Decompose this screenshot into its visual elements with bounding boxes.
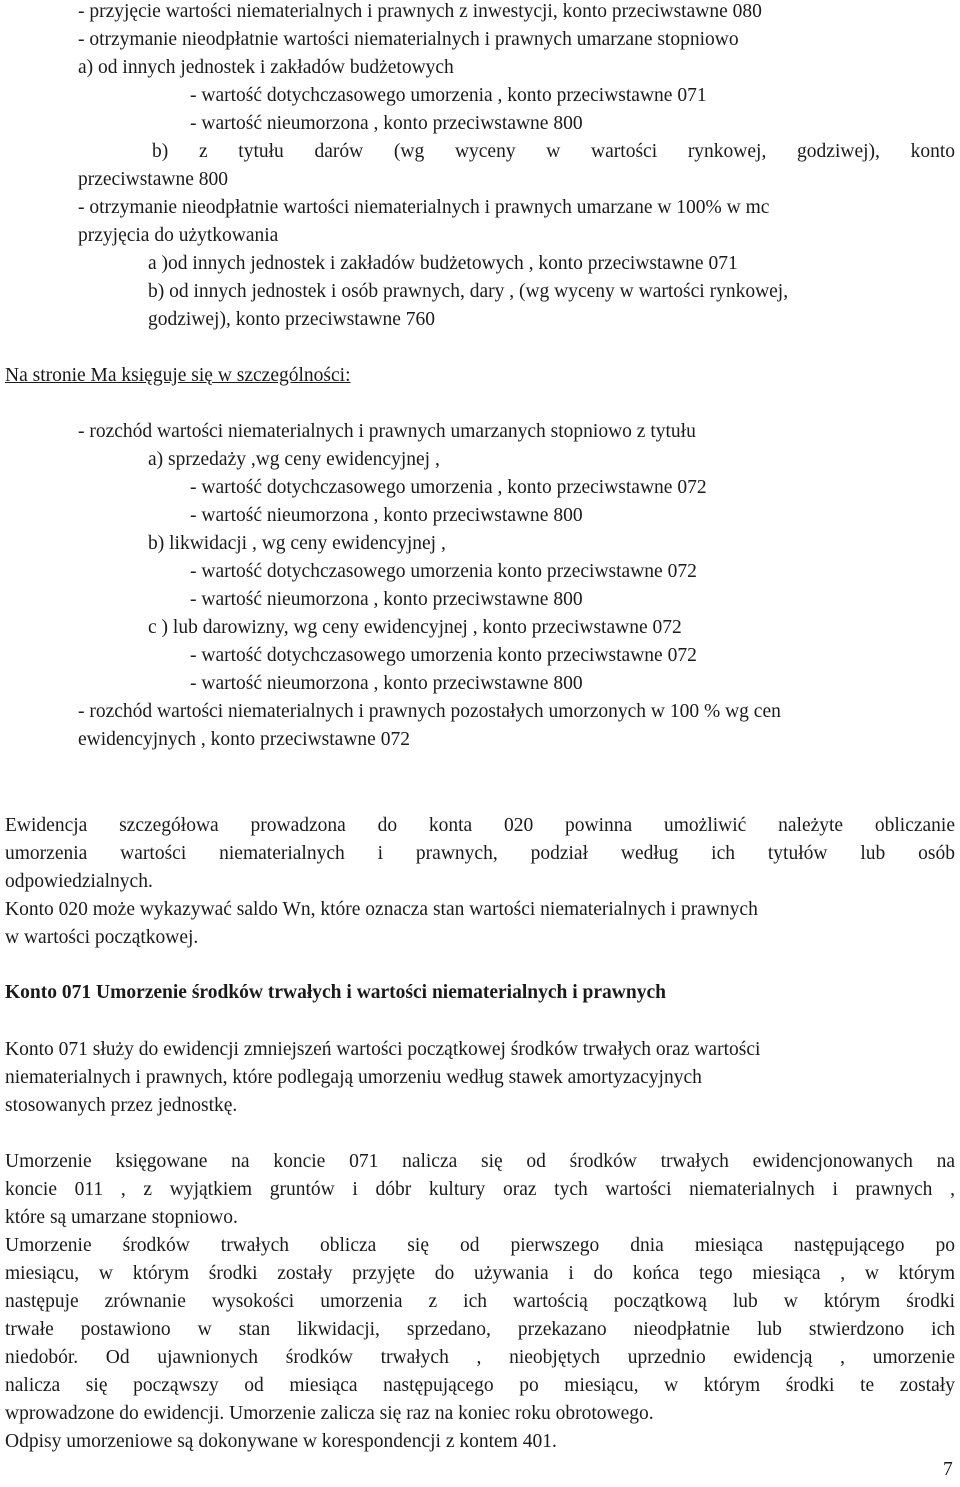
paragraph-line: nalicza się począwszy od miesiąca następującego po miesiącu, w którym środki te zostały xyxy=(5,1375,955,1396)
entry-line: - wartość nieumorzona , konto przeciwstawne 800 xyxy=(190,589,583,610)
entry-line: a) od innych jednostek i zakładów budżetowych xyxy=(78,57,454,78)
entry-line: - wartość dotychczasowego umorzenia konto przeciwstawne 072 xyxy=(190,561,697,582)
entry-line: godziwej), konto przeciwstawne 760 xyxy=(148,309,435,330)
paragraph-line: Konto 020 może wykazywać saldo Wn, które oznacza stan wartości niematerialnych i prawnych xyxy=(5,899,758,920)
entry-line: a )od innych jednostek i zakładów budżetowych , konto przeciwstawne 071 xyxy=(148,253,738,274)
paragraph-line: Ewidencja szczegółowa prowadzona do konta 020 powinna umożliwić należyte obliczanie xyxy=(5,815,955,836)
entry-line: - otrzymanie nieodpłatnie wartości niematerialnych i prawnych umarzane w 100% w mc xyxy=(78,197,770,218)
ma-side-heading: Na stronie Ma księguje się w szczególności: xyxy=(5,365,351,386)
paragraph-line: Konto 071 służy do ewidencji zmniejszeń wartości początkowej środków trwałych oraz wartości xyxy=(5,1039,761,1060)
page-number: 7 xyxy=(943,1459,953,1480)
entry-line: - wartość nieumorzona , konto przeciwstawne 800 xyxy=(190,113,583,134)
paragraph-line: miesiącu, w którym środki zostały przyjęte do używania i do końca tego miesiąca , w którym xyxy=(5,1263,955,1284)
entry-line: - wartość dotychczasowego umorzenia konto przeciwstawne 072 xyxy=(190,645,697,666)
entry-line: - wartość dotychczasowego umorzenia , konto przeciwstawne 072 xyxy=(190,477,707,498)
entry-line: c ) lub darowizny, wg ceny ewidencyjnej , konto przeciwstawne 072 xyxy=(148,617,682,638)
entry-line: - otrzymanie nieodpłatnie wartości niematerialnych i prawnych umarzane stopniowo xyxy=(78,29,739,50)
paragraph-line: niematerialnych i prawnych, które podlegają umorzeniu według stawek amortyzacyjnych xyxy=(5,1067,702,1088)
paragraph-line: następuje zrównanie wysokości umorzenia z ich wartością początkową lub w którym środki xyxy=(5,1291,955,1312)
section-heading: Konto 071 Umorzenie środków trwałych i wartości niematerialnych i prawnych xyxy=(5,982,666,1003)
entry-line: przyjęcia do użytkowania xyxy=(78,225,279,246)
entry-line: b) z tytułu darów (wg wyceny w wartości rynkowej, godziwej), konto xyxy=(152,141,955,162)
paragraph-line: trwałe postawiono w stan likwidacji, sprzedano, przekazano nieodpłatnie lub stwierdzono ich xyxy=(5,1319,955,1340)
paragraph-line: Odpisy umorzeniowe są dokonywane w korespondencji z kontem 401. xyxy=(5,1431,557,1452)
paragraph-line: w wartości początkowej. xyxy=(5,927,199,948)
entry-line: b) likwidacji , wg ceny ewidencyjnej , xyxy=(148,533,446,554)
paragraph-line: stosowanych przez jednostkę. xyxy=(5,1095,238,1116)
entry-line: ewidencyjnych , konto przeciwstawne 072 xyxy=(78,729,410,750)
entry-line: a) sprzedaży ,wg ceny ewidencyjnej , xyxy=(148,449,440,470)
entry-line: - wartość nieumorzona , konto przeciwstawne 800 xyxy=(190,673,583,694)
paragraph-line: Umorzenie środków trwałych oblicza się od pierwszego dnia miesiąca następującego po xyxy=(5,1235,955,1256)
paragraph-line: które są umarzane stopniowo. xyxy=(5,1207,238,1228)
paragraph-line: wprowadzone do ewidencji. Umorzenie zalicza się raz na koniec roku obrotowego. xyxy=(5,1403,654,1424)
paragraph-line: odpowiedzialnych. xyxy=(5,871,153,892)
entry-line: - wartość nieumorzona , konto przeciwstawne 800 xyxy=(190,505,583,526)
paragraph-line: niedobór. Od ujawnionych środków trwałych , nieobjętych uprzednio ewidencją , umorzenie xyxy=(5,1347,955,1368)
entry-line: - rozchód wartości niematerialnych i prawnych pozostałych umorzonych w 100 % wg cen xyxy=(78,701,781,722)
entry-line: - rozchód wartości niematerialnych i prawnych umarzanych stopniowo z tytułu xyxy=(78,421,696,442)
paragraph-line: Umorzenie księgowane na koncie 071 nalicza się od środków trwałych ewidencjonowanych na xyxy=(5,1151,955,1172)
paragraph-line: umorzenia wartości niematerialnych i prawnych, podział według ich tytułów lub osób xyxy=(5,843,955,864)
entry-line: b) od innych jednostek i osób prawnych, dary , (wg wyceny w wartości rynkowej, xyxy=(148,281,789,302)
entry-line: - wartość dotychczasowego umorzenia , konto przeciwstawne 071 xyxy=(190,85,707,106)
entry-line: przeciwstawne 800 xyxy=(78,169,228,190)
entry-line: - przyjęcie wartości niematerialnych i prawnych z inwestycji, konto przeciwstawne 080 xyxy=(78,1,762,22)
paragraph-line: koncie 011 , z wyjątkiem gruntów i dóbr kultury oraz tych wartości niematerialnych i prawnych , xyxy=(5,1179,955,1200)
